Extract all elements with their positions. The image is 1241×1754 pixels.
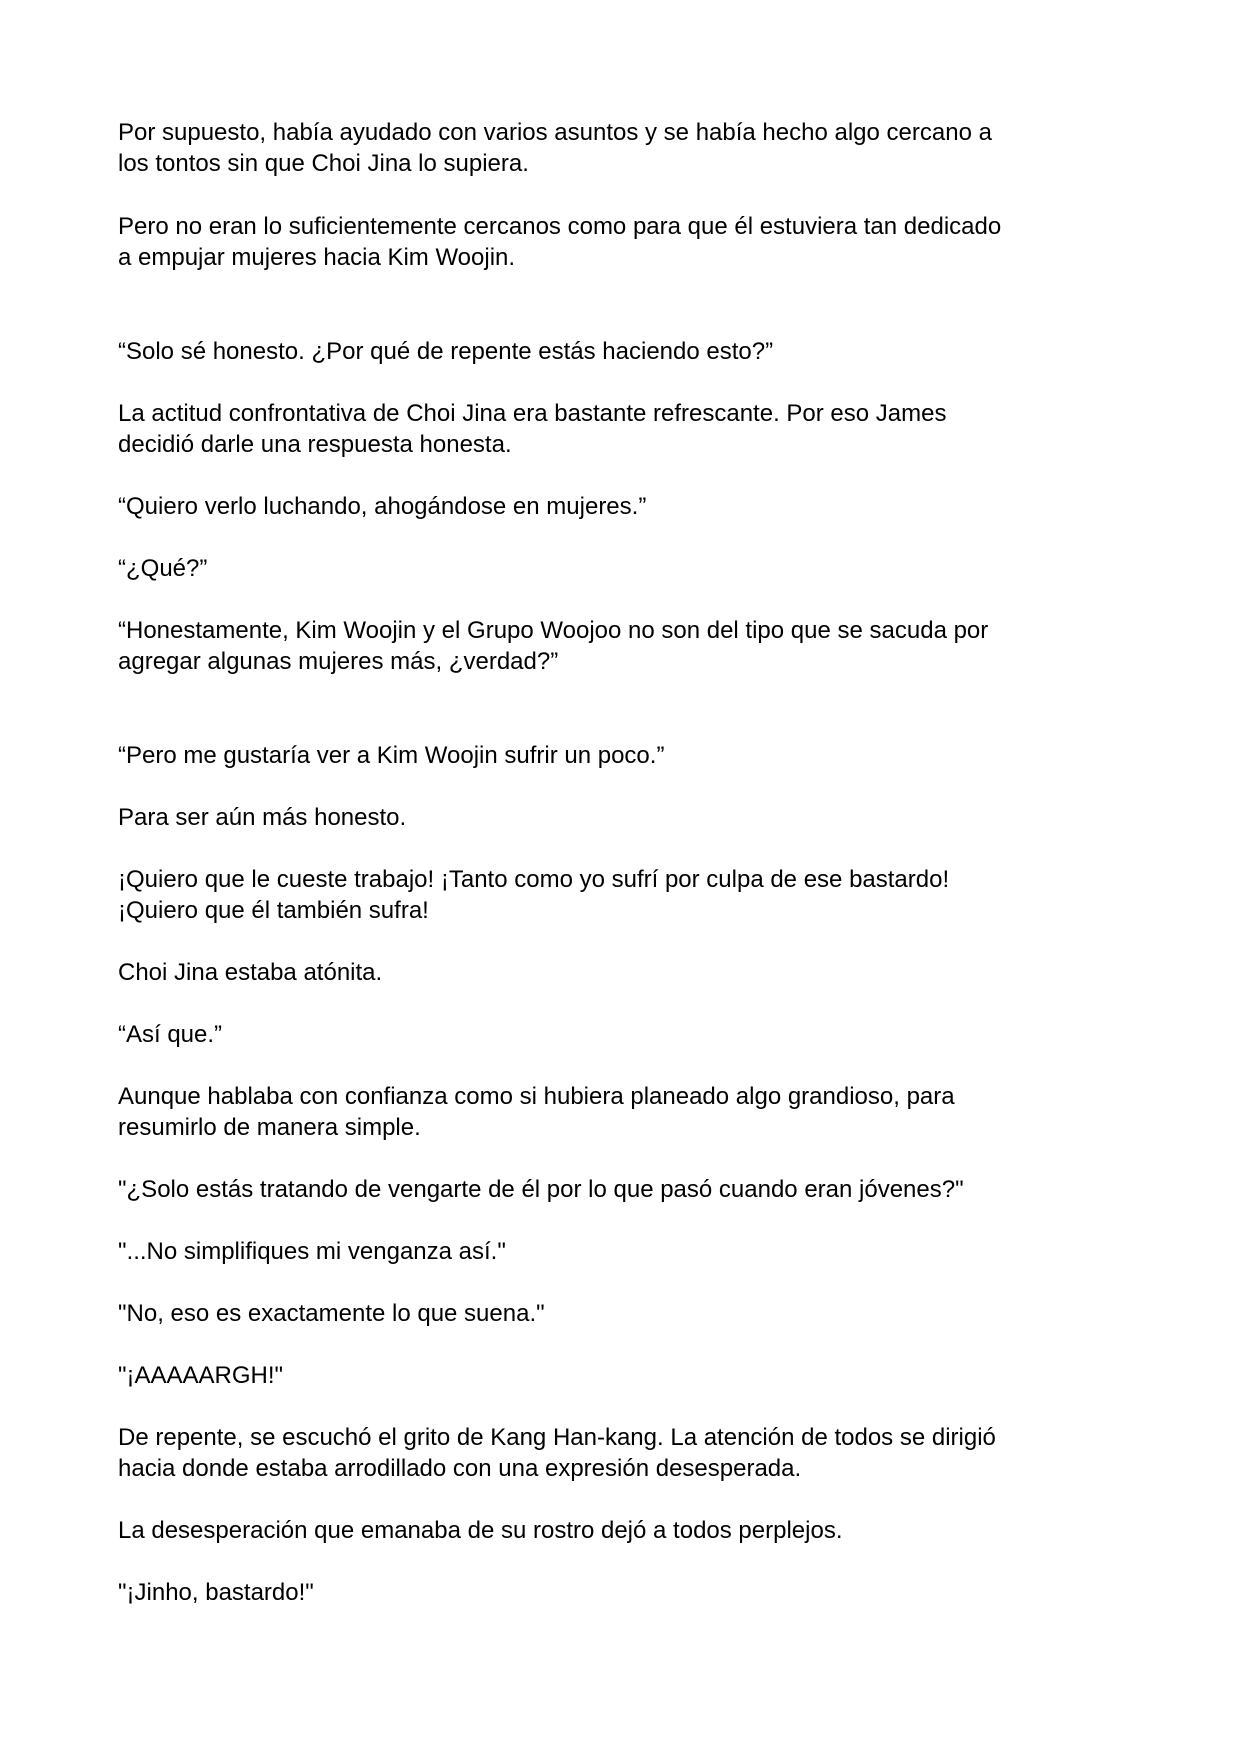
text-line: La desesperación que emanaba de su rostro dejó a todos perplejos. xyxy=(118,1517,843,1544)
text-line: a empujar mujeres hacia Kim Woojin. xyxy=(118,244,516,271)
paragraph xyxy=(118,1360,1138,1391)
paragraph xyxy=(118,802,1138,833)
paragraph xyxy=(118,1174,1138,1205)
paragraph xyxy=(118,398,1138,460)
paragraph xyxy=(118,1422,1138,1484)
paragraph xyxy=(118,1577,1138,1608)
text-line: “Pero me gustaría ver a Kim Woojin sufrir un poco.” xyxy=(118,742,665,769)
text-line: los tontos sin que Choi Jina lo supiera. xyxy=(118,150,529,177)
text-line: Para ser aún más honesto. xyxy=(118,804,407,831)
paragraph xyxy=(118,957,1138,988)
text-line: "¿Solo estás tratando de vengarte de él por lo que pasó cuando eran jóvenes?" xyxy=(118,1176,964,1203)
text-line: “¿Qué?” xyxy=(118,555,208,582)
text-line: Choi Jina estaba atónita. xyxy=(118,959,383,986)
paragraph xyxy=(118,864,1138,926)
text-line: De repente, se escuchó el grito de Kang Han-kang. La atención de todos se dirigió xyxy=(118,1424,996,1451)
paragraph xyxy=(118,740,1138,771)
paragraph xyxy=(118,211,1138,273)
text-line: agregar algunas mujeres más, ¿verdad?” xyxy=(118,648,559,675)
text-line: “Solo sé honesto. ¿Por qué de repente estás haciendo esto?” xyxy=(118,338,774,365)
text-line: decidió darle una respuesta honesta. xyxy=(118,431,512,458)
text-line: "...No simplifiques mi venganza así." xyxy=(118,1238,506,1265)
paragraph xyxy=(118,1298,1138,1329)
paragraph xyxy=(118,615,1138,677)
text-line: ¡Quiero que le cueste trabajo! ¡Tanto como yo sufrí por culpa de ese bastardo! xyxy=(118,866,950,893)
text-line: Por supuesto, había ayudado con varios asuntos y se había hecho algo cercano a xyxy=(118,119,992,146)
text-line: Pero no eran lo suficientemente cercanos como para que él estuviera tan dedicado xyxy=(118,213,1002,240)
paragraph xyxy=(118,1515,1138,1546)
text-line: hacia donde estaba arrodillado con una expresión desesperada. xyxy=(118,1455,802,1482)
paragraph xyxy=(118,336,1138,367)
text-line: “Así que.” xyxy=(118,1021,223,1048)
text-line: La actitud confrontativa de Choi Jina era bastante refrescante. Por eso James xyxy=(118,400,947,427)
paragraph xyxy=(118,491,1138,522)
text-line: "¡AAAAARGH!" xyxy=(118,1362,284,1389)
text-line: ¡Quiero que él también sufra! xyxy=(118,897,429,924)
text-line: Aunque hablaba con confianza como si hubiera planeado algo grandioso, para xyxy=(118,1083,955,1110)
text-line: "No, eso es exactamente lo que suena." xyxy=(118,1300,545,1327)
text-line: “Honestamente, Kim Woojin y el Grupo Woojoo no son del tipo que se sacuda por xyxy=(118,617,989,644)
text-line: “Quiero verlo luchando, ahogándose en mujeres.” xyxy=(118,493,647,520)
text-line: "¡Jinho, bastardo!" xyxy=(118,1579,314,1606)
paragraph xyxy=(118,553,1138,584)
paragraph xyxy=(118,1236,1138,1267)
paragraph xyxy=(118,1019,1138,1050)
paragraph xyxy=(118,117,1138,179)
text-line: resumirlo de manera simple. xyxy=(118,1114,421,1141)
paragraph xyxy=(118,1081,1138,1143)
